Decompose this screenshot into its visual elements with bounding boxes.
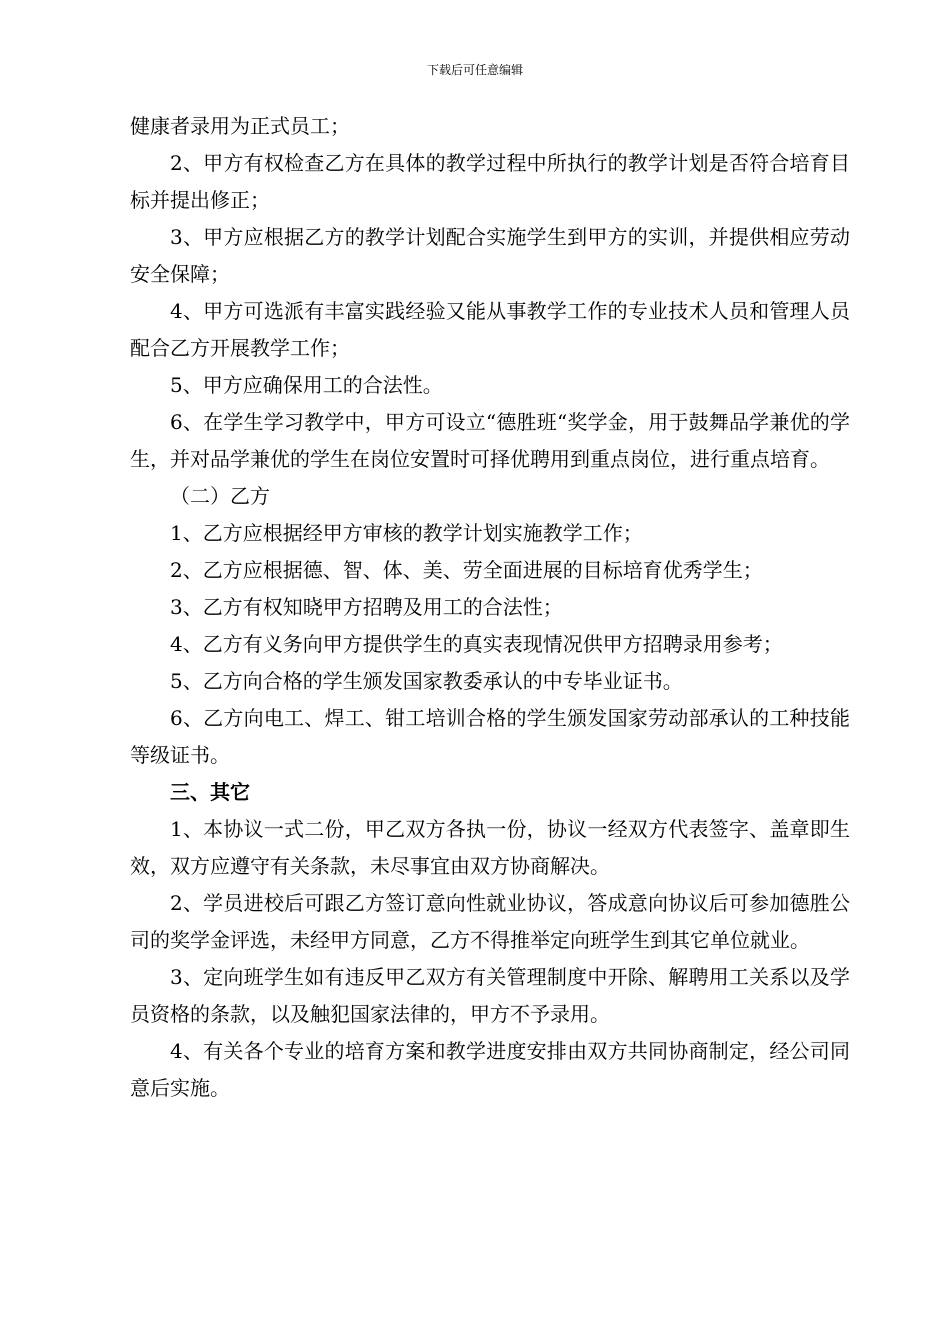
document-body xyxy=(130,108,850,1107)
paragraph-other-item-2: 2、学员进校后可跟乙方签订意向性就业协议，答成意向协议后可参加德胜公司的奖学金评选，未经甲方同意，乙方不得推举定向班学生到其它单位就业。 xyxy=(130,891,850,952)
paragraph-party-a-item-3: 3、甲方应根据乙方的教学计划配合实施学生到甲方的实训，并提供相应劳动安全保障； xyxy=(130,225,850,286)
section-heading-party-b: （二）乙方 xyxy=(170,484,270,508)
paragraph-party-a-item-6: 6、在学生学习教学中，甲方可设立“德胜班“奖学金，用于鼓舞品学兼优的学生，并对品学兼优的学生在岗位安置时可择优聘用到重点岗位，进行重点培育。 xyxy=(130,410,850,471)
paragraph-other-item-4: 4、有关各个专业的培育方案和教学进度安排由双方共同协商制定，经公司同意后实施。 xyxy=(130,1039,850,1100)
paragraph-party-b-item-6: 6、乙方向电工、焊工、钳工培训合格的学生颁发国家劳动部承认的工种技能等级证书。 xyxy=(130,706,850,767)
paragraph-party-b-item-5: 5、乙方向合格的学生颁发国家教委承认的中专毕业证书。 xyxy=(170,669,683,693)
paragraph-party-a-item-4: 4、甲方可选派有丰富实践经验又能从事教学工作的专业技术人员和管理人员配合乙方开展教学工作； xyxy=(130,299,850,360)
paragraph-party-a-item-5: 5、甲方应确保用工的合法性。 xyxy=(170,373,443,397)
paragraph-other-item-1: 1、本协议一式二份，甲乙双方各执一份，协议一经双方代表签字、盖章即生效，双方应遵守有关条款，未尽事宜由双方协商解决。 xyxy=(130,817,850,878)
paragraph-other-item-3: 3、定向班学生如有违反甲乙双方有关管理制度中开除、解聘用工关系以及学员资格的条款，以及触犯国家法律的，甲方不予录用。 xyxy=(130,965,850,1026)
paragraph-continuation: 健康者录用为正式员工； xyxy=(130,114,350,138)
paragraph-party-a-item-2: 2、甲方有权检查乙方在具体的教学过程中所执行的教学计划是否符合培育目标并提出修正； xyxy=(130,151,850,212)
paragraph-party-b-item-1: 1、乙方应根据经甲方审核的教学计划实施教学工作； xyxy=(170,521,643,545)
section-heading-other: 三、其它 xyxy=(170,780,250,804)
page-header: 下载后可任意编辑 xyxy=(426,63,523,77)
paragraph-party-b-item-2: 2、乙方应根据德、智、体、美、劳全面进展的目标培育优秀学生； xyxy=(170,558,763,582)
paragraph-party-b-item-3: 3、乙方有权知晓甲方招聘及用工的合法性； xyxy=(170,595,563,619)
paragraph-party-b-item-4: 4、乙方有义务向甲方提供学生的真实表现情况供甲方招聘录用参考； xyxy=(170,632,783,656)
